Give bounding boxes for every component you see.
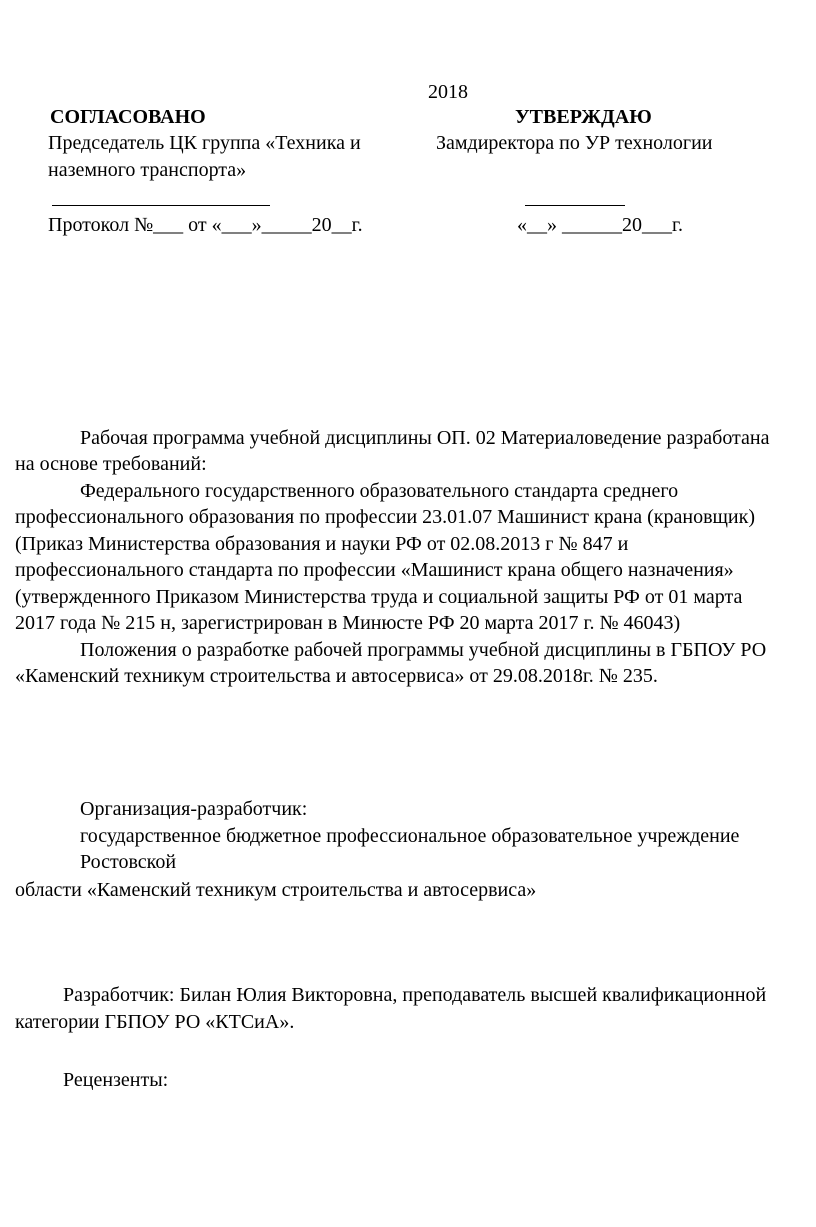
approval-right-line-1: Замдиректора по УР технологии — [436, 132, 713, 154]
basis-line-4: профессионального образования по профессии 23.01.07 Машинист крана (крановщик) — [15, 506, 755, 528]
approval-left-protocol: Протокол №___ от «___»_____20__г. — [48, 214, 363, 236]
basis-line-8: 2017 года № 215 н, зарегистрирован в Минюсте РФ 20 марта 2017 г. № 46043) — [15, 612, 681, 634]
reviewers-label: Рецензенты: — [63, 1069, 169, 1091]
basis-line-3: Федерального государственного образовательного стандарта среднего — [80, 480, 679, 502]
basis-line-5: (Приказ Министерства образования и науки РФ от 02.08.2013 г № 847 и — [15, 533, 629, 555]
approval-left-line-2: наземного транспорта» — [48, 159, 247, 181]
left-signature-line — [52, 205, 270, 206]
approval-left-line-1: Председатель ЦК группа «Техника и — [48, 132, 361, 154]
organization-line-3: области «Каменский техникум строительства и автосервиса» — [15, 879, 537, 901]
approval-right-heading: УТВЕРЖДАЮ — [515, 106, 652, 128]
basis-line-1: Рабочая программа учебной дисциплины ОП. 02 Материаловедение разработана — [80, 427, 770, 449]
year: 2018 — [428, 81, 468, 103]
basis-line-10: «Каменский техникум строительства и автосервиса» от 29.08.2018г. № 235. — [15, 665, 658, 687]
developer-line-2: категории ГБПОУ РО «КТСиА». — [15, 1011, 295, 1033]
basis-line-7: (утвержденного Приказом Министерства труда и социальной защиты РФ от 01 марта — [15, 586, 743, 608]
approval-right-date: «__» ______20___г. — [517, 214, 683, 236]
basis-line-2: на основе требований: — [15, 453, 207, 475]
developer-line-1: Разработчик: Билан Юлия Викторовна, преподаватель высшей квалификационной — [63, 984, 767, 1006]
organization-line-2: Ростовской — [80, 851, 177, 873]
basis-line-9: Положения о разработке рабочей программы учебной дисциплины в ГБПОУ РО — [80, 639, 767, 661]
basis-line-6: профессионального стандарта по профессии «Машинист крана общего назначения» — [15, 559, 734, 581]
organization-label: Организация-разработчик: — [80, 798, 308, 820]
organization-line-1: государственное бюджетное профессиональное образовательное учреждение — [80, 825, 740, 847]
right-signature-line — [525, 205, 625, 206]
approval-left-heading: СОГЛАСОВАНО — [50, 106, 206, 128]
